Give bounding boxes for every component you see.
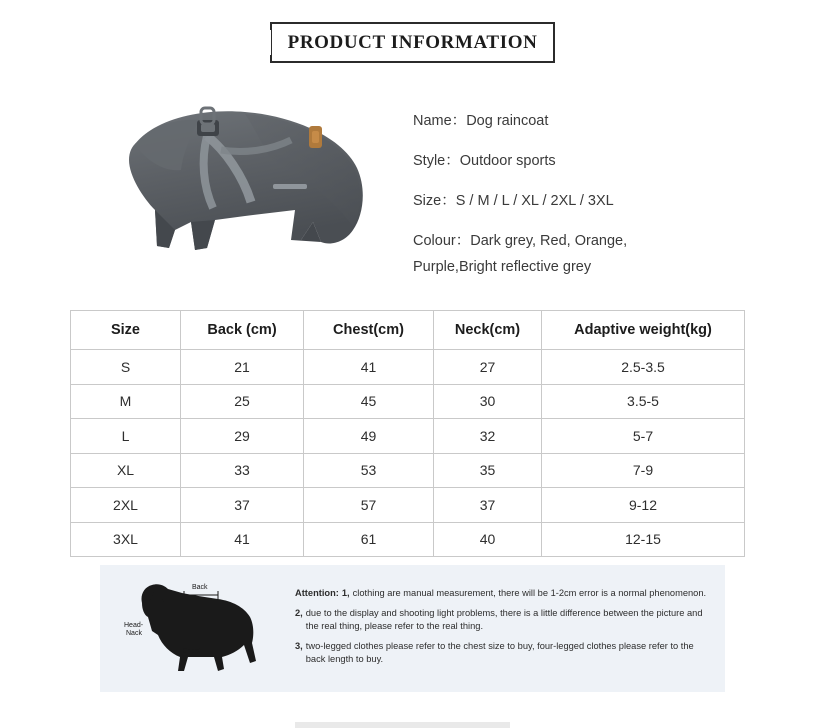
cell-size: L (71, 419, 181, 454)
cell-weight: 9-12 (542, 488, 745, 523)
bottom-divider (295, 722, 510, 728)
cell-chest: 53 (304, 453, 434, 488)
cell-weight: 7-9 (542, 453, 745, 488)
spec-label-size: Size： (413, 193, 456, 209)
cell-size: XL (71, 453, 181, 488)
table-row (71, 419, 745, 454)
table-header-row (71, 311, 745, 350)
table-row (71, 453, 745, 488)
attention-title: Attention: (295, 588, 339, 598)
size-chart-table (70, 310, 745, 557)
diagram-label-head-nack-1: Head- (124, 622, 144, 629)
cell-neck: 40 (434, 522, 542, 557)
cell-weight: 2.5-3.5 (542, 350, 745, 385)
cell-back: 37 (181, 488, 304, 523)
attention-item-number: 3, (295, 641, 303, 652)
cell-back: 41 (181, 522, 304, 557)
diagram-label-back: Back (192, 584, 208, 591)
table-row (71, 350, 745, 385)
cell-chest: 61 (304, 522, 434, 557)
cell-weight: 5-7 (542, 419, 745, 454)
attention-item-text: clothing are manual measurement, there will be 1-2cm error is a normal phenomenon. (352, 588, 707, 598)
attention-item (295, 587, 715, 599)
attention-panel (100, 565, 725, 692)
spec-value-size: S / M / L / XL / 2XL / 3XL (455, 193, 614, 209)
attention-item-number: 2, (295, 608, 303, 619)
cell-chest: 45 (304, 384, 434, 419)
cell-neck: 37 (434, 488, 542, 523)
cell-back: 29 (181, 419, 304, 454)
cell-neck: 35 (434, 453, 542, 488)
table-row (71, 488, 745, 523)
table-header-neck: Neck(cm) (434, 311, 542, 350)
spec-label-name: Name： (413, 113, 467, 129)
cell-neck: 32 (434, 419, 542, 454)
table-header-back: Back (cm) (181, 311, 304, 350)
diagram-label-head-nack-2: Nack (126, 630, 142, 637)
spec-row-size (413, 192, 783, 210)
attention-item-text: two-legged clothes please refer to the chest size to buy, four-legged clothes please refer to the back length to buy. (305, 641, 694, 664)
page-title-box (270, 22, 556, 63)
spec-value-style: Outdoor sports (459, 153, 556, 169)
spec-row-name (413, 112, 783, 130)
cell-back: 21 (181, 350, 304, 385)
product-image (95, 90, 405, 285)
table-row (71, 522, 745, 557)
cell-chest: 57 (304, 488, 434, 523)
spec-value-colour: Dark grey, Red, Orange, (470, 233, 628, 249)
cell-chest: 41 (304, 350, 434, 385)
page-header (0, 22, 825, 63)
attention-item-text: due to the display and shooting light problems, there is a little difference between the picture and the real thing, please refer to the real thing. (305, 608, 703, 631)
page-title: PRODUCT INFORMATION (287, 32, 538, 53)
spec-row-style (413, 152, 783, 170)
title-box-left-edge (269, 30, 271, 55)
cell-weight: 12-15 (542, 522, 745, 557)
cell-size: 2XL (71, 488, 181, 523)
cell-size: 3XL (71, 522, 181, 557)
cell-weight: 3.5-5 (542, 384, 745, 419)
cell-back: 33 (181, 453, 304, 488)
cell-size: S (71, 350, 181, 385)
cell-neck: 27 (434, 350, 542, 385)
attention-item (295, 640, 715, 665)
spec-label-colour: Colour： (413, 233, 471, 249)
title-box-right-edge (554, 30, 556, 55)
diagram-label-chest: Chest (182, 648, 201, 655)
spec-value-colour-line2: Purple,Bright reflective grey (413, 259, 592, 275)
table-header-size: Size (71, 311, 181, 350)
spec-label-style: Style： (413, 153, 460, 169)
cell-chest: 49 (304, 419, 434, 454)
cell-neck: 30 (434, 384, 542, 419)
spec-row-colour (413, 232, 783, 276)
attention-text-block (295, 587, 715, 665)
table-row (71, 384, 745, 419)
spec-value-name: Dog raincoat (466, 113, 549, 129)
cell-back: 25 (181, 384, 304, 419)
table-header-chest: Chest(cm) (304, 311, 434, 350)
spec-list (413, 112, 783, 276)
attention-item-number: 1, (341, 588, 350, 598)
table-header-weight: Adaptive weight(kg) (542, 311, 745, 350)
attention-item (295, 607, 715, 632)
cell-size: M (71, 384, 181, 419)
dog-measurement-diagram (122, 573, 282, 683)
